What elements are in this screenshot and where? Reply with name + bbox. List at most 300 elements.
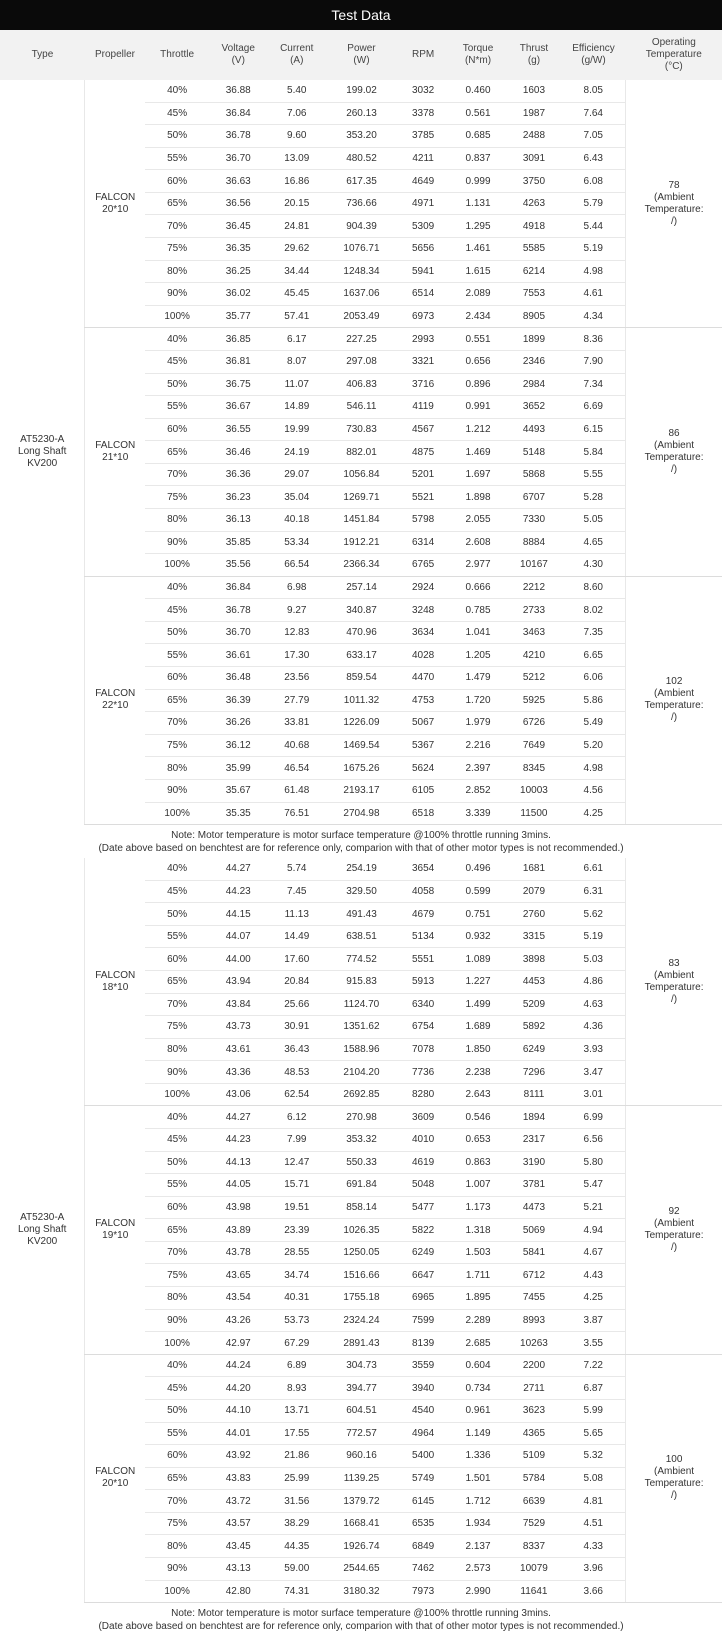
column-header-rpm: RPM [397, 30, 450, 80]
cell-rpm: 7462 [397, 1558, 450, 1581]
cell-efficiency: 6.31 [561, 880, 625, 903]
cell-power: 329.50 [326, 880, 396, 903]
cell-current: 6.17 [267, 328, 326, 351]
cell-thrust: 10263 [507, 1332, 562, 1355]
cell-current: 12.83 [267, 621, 326, 644]
cell-current: 59.00 [267, 1558, 326, 1581]
cell-rpm: 3248 [397, 599, 450, 622]
cell-rpm: 6754 [397, 1016, 450, 1039]
cell-power: 1351.62 [326, 1016, 396, 1039]
cell-voltage: 44.20 [209, 1377, 267, 1400]
cell-current: 27.79 [267, 689, 326, 712]
cell-torque: 1.336 [450, 1445, 507, 1468]
cell-efficiency: 6.15 [561, 418, 625, 441]
cell-voltage: 36.12 [209, 734, 267, 757]
cell-voltage: 44.01 [209, 1422, 267, 1445]
cell-voltage: 43.98 [209, 1196, 267, 1219]
cell-efficiency: 4.94 [561, 1219, 625, 1242]
cell-current: 5.74 [267, 858, 326, 880]
cell-voltage: 44.15 [209, 903, 267, 926]
propeller-cell: FALCON 21*10 [85, 328, 145, 576]
cell-throttle: 80% [145, 508, 209, 531]
cell-rpm: 4211 [397, 147, 450, 170]
cell-voltage: 44.07 [209, 925, 267, 948]
cell-efficiency: 4.67 [561, 1241, 625, 1264]
cell-throttle: 70% [145, 215, 209, 238]
cell-torque: 0.653 [450, 1129, 507, 1152]
cell-rpm: 8139 [397, 1332, 450, 1355]
cell-current: 21.86 [267, 1445, 326, 1468]
cell-current: 8.07 [267, 350, 326, 373]
cell-rpm: 4964 [397, 1422, 450, 1445]
cell-power: 633.17 [326, 644, 396, 667]
cell-power: 254.19 [326, 858, 396, 880]
cell-power: 297.08 [326, 350, 396, 373]
motor-type-cell: AT5230-A Long Shaft KV200 [0, 80, 85, 825]
propeller-cell: FALCON 20*10 [85, 80, 145, 328]
cell-throttle: 60% [145, 418, 209, 441]
cell-thrust: 8345 [507, 757, 562, 780]
cell-power: 394.77 [326, 1377, 396, 1400]
cell-current: 6.12 [267, 1106, 326, 1129]
cell-thrust: 7529 [507, 1512, 562, 1535]
cell-torque: 0.991 [450, 396, 507, 419]
cell-thrust: 2212 [507, 576, 562, 599]
cell-efficiency: 5.49 [561, 712, 625, 735]
cell-voltage: 36.75 [209, 373, 267, 396]
cell-current: 30.91 [267, 1016, 326, 1039]
cell-torque: 0.656 [450, 350, 507, 373]
cell-rpm: 5656 [397, 238, 450, 261]
cell-torque: 0.837 [450, 147, 507, 170]
cell-thrust: 3463 [507, 621, 562, 644]
cell-voltage: 43.92 [209, 1445, 267, 1468]
cell-current: 48.53 [267, 1061, 326, 1084]
cell-efficiency: 3.55 [561, 1332, 625, 1355]
cell-rpm: 4679 [397, 903, 450, 926]
cell-power: 2544.65 [326, 1558, 396, 1581]
cell-efficiency: 5.65 [561, 1422, 625, 1445]
cell-power: 604.51 [326, 1399, 396, 1422]
cell-efficiency: 8.05 [561, 80, 625, 102]
cell-efficiency: 5.08 [561, 1467, 625, 1490]
cell-thrust: 3750 [507, 170, 562, 193]
column-header-torque: Torque (N*m) [450, 30, 507, 80]
cell-thrust: 6249 [507, 1038, 562, 1061]
cell-thrust: 5841 [507, 1241, 562, 1264]
cell-torque: 2.643 [450, 1083, 507, 1106]
cell-torque: 1.212 [450, 418, 507, 441]
cell-power: 1668.41 [326, 1512, 396, 1535]
cell-voltage: 43.73 [209, 1016, 267, 1039]
cell-power: 353.20 [326, 125, 396, 148]
cell-voltage: 43.26 [209, 1309, 267, 1332]
cell-current: 62.54 [267, 1083, 326, 1106]
cell-current: 17.55 [267, 1422, 326, 1445]
cell-voltage: 43.61 [209, 1038, 267, 1061]
cell-thrust: 6214 [507, 260, 562, 283]
cell-efficiency: 4.36 [561, 1016, 625, 1039]
cell-torque: 0.599 [450, 880, 507, 903]
cell-thrust: 7296 [507, 1061, 562, 1084]
cell-efficiency: 5.03 [561, 948, 625, 971]
cell-current: 24.19 [267, 441, 326, 464]
cell-current: 6.89 [267, 1354, 326, 1377]
cell-efficiency: 6.87 [561, 1377, 625, 1400]
cell-throttle: 75% [145, 1016, 209, 1039]
cell-rpm: 5400 [397, 1445, 450, 1468]
cell-efficiency: 4.30 [561, 554, 625, 577]
cell-voltage: 44.23 [209, 880, 267, 903]
propeller-cell: FALCON 19*10 [85, 1106, 145, 1354]
cell-voltage: 44.13 [209, 1151, 267, 1174]
cell-rpm: 6535 [397, 1512, 450, 1535]
cell-power: 1026.35 [326, 1219, 396, 1242]
cell-current: 19.99 [267, 418, 326, 441]
cell-torque: 1.041 [450, 621, 507, 644]
cell-efficiency: 5.84 [561, 441, 625, 464]
cell-torque: 0.551 [450, 328, 507, 351]
cell-voltage: 44.23 [209, 1129, 267, 1152]
cell-thrust: 1899 [507, 328, 562, 351]
data-table-section [0, 858, 722, 1603]
cell-efficiency: 4.56 [561, 779, 625, 802]
cell-current: 28.55 [267, 1241, 326, 1264]
cell-rpm: 6765 [397, 554, 450, 577]
cell-current: 17.30 [267, 644, 326, 667]
cell-torque: 0.751 [450, 903, 507, 926]
cell-thrust: 7330 [507, 508, 562, 531]
cell-rpm: 5521 [397, 486, 450, 509]
cell-efficiency: 4.81 [561, 1490, 625, 1513]
cell-torque: 1.711 [450, 1264, 507, 1287]
cell-torque: 0.896 [450, 373, 507, 396]
cell-torque: 1.479 [450, 667, 507, 690]
cell-torque: 2.852 [450, 779, 507, 802]
cell-torque: 1.131 [450, 192, 507, 215]
cell-voltage: 43.06 [209, 1083, 267, 1106]
cell-torque: 2.289 [450, 1309, 507, 1332]
page-title: Test Data [0, 0, 722, 30]
cell-current: 40.18 [267, 508, 326, 531]
cell-power: 2104.20 [326, 1061, 396, 1084]
cell-throttle: 100% [145, 554, 209, 577]
cell-power: 882.01 [326, 441, 396, 464]
cell-current: 20.84 [267, 970, 326, 993]
cell-efficiency: 4.25 [561, 802, 625, 825]
cell-voltage: 44.00 [209, 948, 267, 971]
cell-throttle: 40% [145, 576, 209, 599]
cell-rpm: 5941 [397, 260, 450, 283]
cell-throttle: 100% [145, 1580, 209, 1603]
cell-power: 960.16 [326, 1445, 396, 1468]
cell-efficiency: 5.28 [561, 486, 625, 509]
cell-efficiency: 7.05 [561, 125, 625, 148]
cell-current: 45.45 [267, 283, 326, 306]
cell-throttle: 40% [145, 80, 209, 102]
cell-power: 1469.54 [326, 734, 396, 757]
cell-torque: 0.785 [450, 599, 507, 622]
cell-efficiency: 4.51 [561, 1512, 625, 1535]
cell-rpm: 3032 [397, 80, 450, 102]
cell-rpm: 6340 [397, 993, 450, 1016]
cell-thrust: 2711 [507, 1377, 562, 1400]
cell-current: 34.44 [267, 260, 326, 283]
cell-current: 40.31 [267, 1287, 326, 1310]
cell-power: 638.51 [326, 925, 396, 948]
cell-power: 1588.96 [326, 1038, 396, 1061]
cell-power: 1056.84 [326, 463, 396, 486]
cell-torque: 2.238 [450, 1061, 507, 1084]
cell-throttle: 75% [145, 1512, 209, 1535]
cell-throttle: 45% [145, 599, 209, 622]
cell-thrust: 10167 [507, 554, 562, 577]
cell-efficiency: 3.01 [561, 1083, 625, 1106]
cell-rpm: 5822 [397, 1219, 450, 1242]
cell-voltage: 42.97 [209, 1332, 267, 1355]
cell-efficiency: 5.44 [561, 215, 625, 238]
motor-type-cell: AT5230-A Long Shaft KV200 [0, 858, 85, 1603]
cell-rpm: 5749 [397, 1467, 450, 1490]
cell-efficiency: 3.87 [561, 1309, 625, 1332]
cell-throttle: 70% [145, 1490, 209, 1513]
cell-throttle: 100% [145, 802, 209, 825]
cell-torque: 1.934 [450, 1512, 507, 1535]
cell-torque: 1.173 [450, 1196, 507, 1219]
cell-rpm: 7973 [397, 1580, 450, 1603]
cell-torque: 1.205 [450, 644, 507, 667]
cell-current: 14.49 [267, 925, 326, 948]
cell-torque: 0.604 [450, 1354, 507, 1377]
cell-throttle: 55% [145, 1174, 209, 1197]
cell-throttle: 50% [145, 125, 209, 148]
cell-torque: 1.149 [450, 1422, 507, 1445]
column-header-power: Power (W) [326, 30, 396, 80]
cell-rpm: 5624 [397, 757, 450, 780]
cell-thrust: 8993 [507, 1309, 562, 1332]
cell-throttle: 40% [145, 1106, 209, 1129]
cell-voltage: 43.54 [209, 1287, 267, 1310]
cell-torque: 0.999 [450, 170, 507, 193]
cell-throttle: 65% [145, 1467, 209, 1490]
cell-torque: 1.979 [450, 712, 507, 735]
cell-rpm: 6973 [397, 305, 450, 328]
cell-efficiency: 8.60 [561, 576, 625, 599]
cell-thrust: 4365 [507, 1422, 562, 1445]
cell-thrust: 3898 [507, 948, 562, 971]
cell-current: 38.29 [267, 1512, 326, 1535]
cell-current: 53.34 [267, 531, 326, 554]
cell-throttle: 60% [145, 948, 209, 971]
column-header-type: Type [0, 30, 85, 80]
cell-power: 260.13 [326, 102, 396, 125]
cell-rpm: 3634 [397, 621, 450, 644]
cell-throttle: 50% [145, 1399, 209, 1422]
cell-efficiency: 5.19 [561, 238, 625, 261]
cell-voltage: 36.39 [209, 689, 267, 712]
footnote-line-1: Note: Motor temperature is motor surface temperature @100% throttle running 3mins. [171, 1608, 551, 1620]
cell-efficiency: 5.32 [561, 1445, 625, 1468]
cell-power: 915.83 [326, 970, 396, 993]
cell-voltage: 43.84 [209, 993, 267, 1016]
cell-throttle: 80% [145, 260, 209, 283]
cell-torque: 2.137 [450, 1535, 507, 1558]
cell-thrust: 6639 [507, 1490, 562, 1513]
cell-throttle: 90% [145, 283, 209, 306]
cell-throttle: 80% [145, 1535, 209, 1558]
cell-current: 31.56 [267, 1490, 326, 1513]
cell-current: 74.31 [267, 1580, 326, 1603]
cell-current: 53.73 [267, 1309, 326, 1332]
cell-current: 7.45 [267, 880, 326, 903]
cell-voltage: 44.27 [209, 858, 267, 880]
cell-thrust: 2733 [507, 599, 562, 622]
cell-power: 546.11 [326, 396, 396, 419]
cell-rpm: 4649 [397, 170, 450, 193]
cell-voltage: 36.56 [209, 192, 267, 215]
cell-power: 2704.98 [326, 802, 396, 825]
cell-torque: 0.561 [450, 102, 507, 125]
cell-efficiency: 5.99 [561, 1399, 625, 1422]
cell-thrust: 4493 [507, 418, 562, 441]
cell-power: 1139.25 [326, 1467, 396, 1490]
cell-thrust: 5069 [507, 1219, 562, 1242]
cell-throttle: 55% [145, 925, 209, 948]
cell-power: 227.25 [326, 328, 396, 351]
cell-current: 66.54 [267, 554, 326, 577]
cell-power: 491.43 [326, 903, 396, 926]
cell-thrust: 7553 [507, 283, 562, 306]
footnote-line-2: (Date above based on benchtest are for reference only, comparion with that of other motor types is not recommended.) [98, 843, 624, 855]
cell-power: 3180.32 [326, 1580, 396, 1603]
cell-voltage: 44.05 [209, 1174, 267, 1197]
cell-rpm: 3785 [397, 125, 450, 148]
cell-efficiency: 3.47 [561, 1061, 625, 1084]
cell-thrust: 4918 [507, 215, 562, 238]
cell-thrust: 1987 [507, 102, 562, 125]
cell-power: 199.02 [326, 80, 396, 102]
cell-torque: 0.460 [450, 80, 507, 102]
cell-efficiency: 4.43 [561, 1264, 625, 1287]
cell-rpm: 6849 [397, 1535, 450, 1558]
cell-current: 20.15 [267, 192, 326, 215]
cell-torque: 1.089 [450, 948, 507, 971]
cell-throttle: 75% [145, 1264, 209, 1287]
cell-power: 774.52 [326, 948, 396, 971]
cell-voltage: 36.70 [209, 621, 267, 644]
cell-current: 14.89 [267, 396, 326, 419]
cell-power: 1912.21 [326, 531, 396, 554]
cell-power: 480.52 [326, 147, 396, 170]
cell-thrust: 5925 [507, 689, 562, 712]
cell-thrust: 8905 [507, 305, 562, 328]
cell-voltage: 36.46 [209, 441, 267, 464]
cell-power: 1076.71 [326, 238, 396, 261]
cell-torque: 2.089 [450, 283, 507, 306]
cell-power: 2366.34 [326, 554, 396, 577]
cell-thrust: 5868 [507, 463, 562, 486]
cell-rpm: 4010 [397, 1129, 450, 1152]
cell-efficiency: 3.96 [561, 1558, 625, 1581]
cell-torque: 1.895 [450, 1287, 507, 1310]
cell-current: 34.74 [267, 1264, 326, 1287]
cell-thrust: 3091 [507, 147, 562, 170]
cell-power: 1226.09 [326, 712, 396, 735]
cell-torque: 0.863 [450, 1151, 507, 1174]
cell-torque: 2.434 [450, 305, 507, 328]
cell-efficiency: 4.61 [561, 283, 625, 306]
cell-voltage: 36.13 [209, 508, 267, 531]
cell-torque: 1.499 [450, 993, 507, 1016]
propeller-cell: FALCON 22*10 [85, 576, 145, 824]
cell-current: 40.68 [267, 734, 326, 757]
cell-efficiency: 5.19 [561, 925, 625, 948]
cell-rpm: 4753 [397, 689, 450, 712]
cell-torque: 0.932 [450, 925, 507, 948]
cell-voltage: 36.48 [209, 667, 267, 690]
cell-efficiency: 4.33 [561, 1535, 625, 1558]
cell-torque: 1.295 [450, 215, 507, 238]
cell-thrust: 2488 [507, 125, 562, 148]
cell-current: 35.04 [267, 486, 326, 509]
cell-efficiency: 4.65 [561, 531, 625, 554]
cell-torque: 2.990 [450, 1580, 507, 1603]
cell-voltage: 35.56 [209, 554, 267, 577]
cell-power: 1926.74 [326, 1535, 396, 1558]
cell-voltage: 43.94 [209, 970, 267, 993]
cell-efficiency: 3.66 [561, 1580, 625, 1603]
cell-throttle: 50% [145, 621, 209, 644]
cell-torque: 0.961 [450, 1399, 507, 1422]
cell-power: 904.39 [326, 215, 396, 238]
cell-current: 19.51 [267, 1196, 326, 1219]
cell-current: 7.06 [267, 102, 326, 125]
cell-power: 617.35 [326, 170, 396, 193]
cell-throttle: 70% [145, 1241, 209, 1264]
column-header-current: Current (A) [267, 30, 326, 80]
cell-power: 470.96 [326, 621, 396, 644]
cell-torque: 2.216 [450, 734, 507, 757]
cell-rpm: 3940 [397, 1377, 450, 1400]
cell-rpm: 3378 [397, 102, 450, 125]
cell-efficiency: 5.05 [561, 508, 625, 531]
column-header-thrust: Thrust (g) [507, 30, 562, 80]
propeller-cell: FALCON 18*10 [85, 858, 145, 1106]
cell-throttle: 40% [145, 858, 209, 880]
cell-voltage: 35.67 [209, 779, 267, 802]
header-table [0, 30, 722, 80]
cell-power: 550.33 [326, 1151, 396, 1174]
cell-torque: 1.501 [450, 1467, 507, 1490]
cell-current: 24.81 [267, 215, 326, 238]
cell-throttle: 40% [145, 1354, 209, 1377]
cell-rpm: 3559 [397, 1354, 450, 1377]
cell-rpm: 8280 [397, 1083, 450, 1106]
cell-voltage: 36.88 [209, 80, 267, 102]
cell-voltage: 36.61 [209, 644, 267, 667]
cell-efficiency: 5.62 [561, 903, 625, 926]
cell-rpm: 7736 [397, 1061, 450, 1084]
cell-thrust: 5148 [507, 441, 562, 464]
cell-power: 1516.66 [326, 1264, 396, 1287]
cell-efficiency: 3.93 [561, 1038, 625, 1061]
cell-rpm: 5367 [397, 734, 450, 757]
cell-thrust: 2760 [507, 903, 562, 926]
cell-torque: 1.898 [450, 486, 507, 509]
cell-voltage: 36.36 [209, 463, 267, 486]
cell-power: 730.83 [326, 418, 396, 441]
cell-throttle: 90% [145, 1061, 209, 1084]
